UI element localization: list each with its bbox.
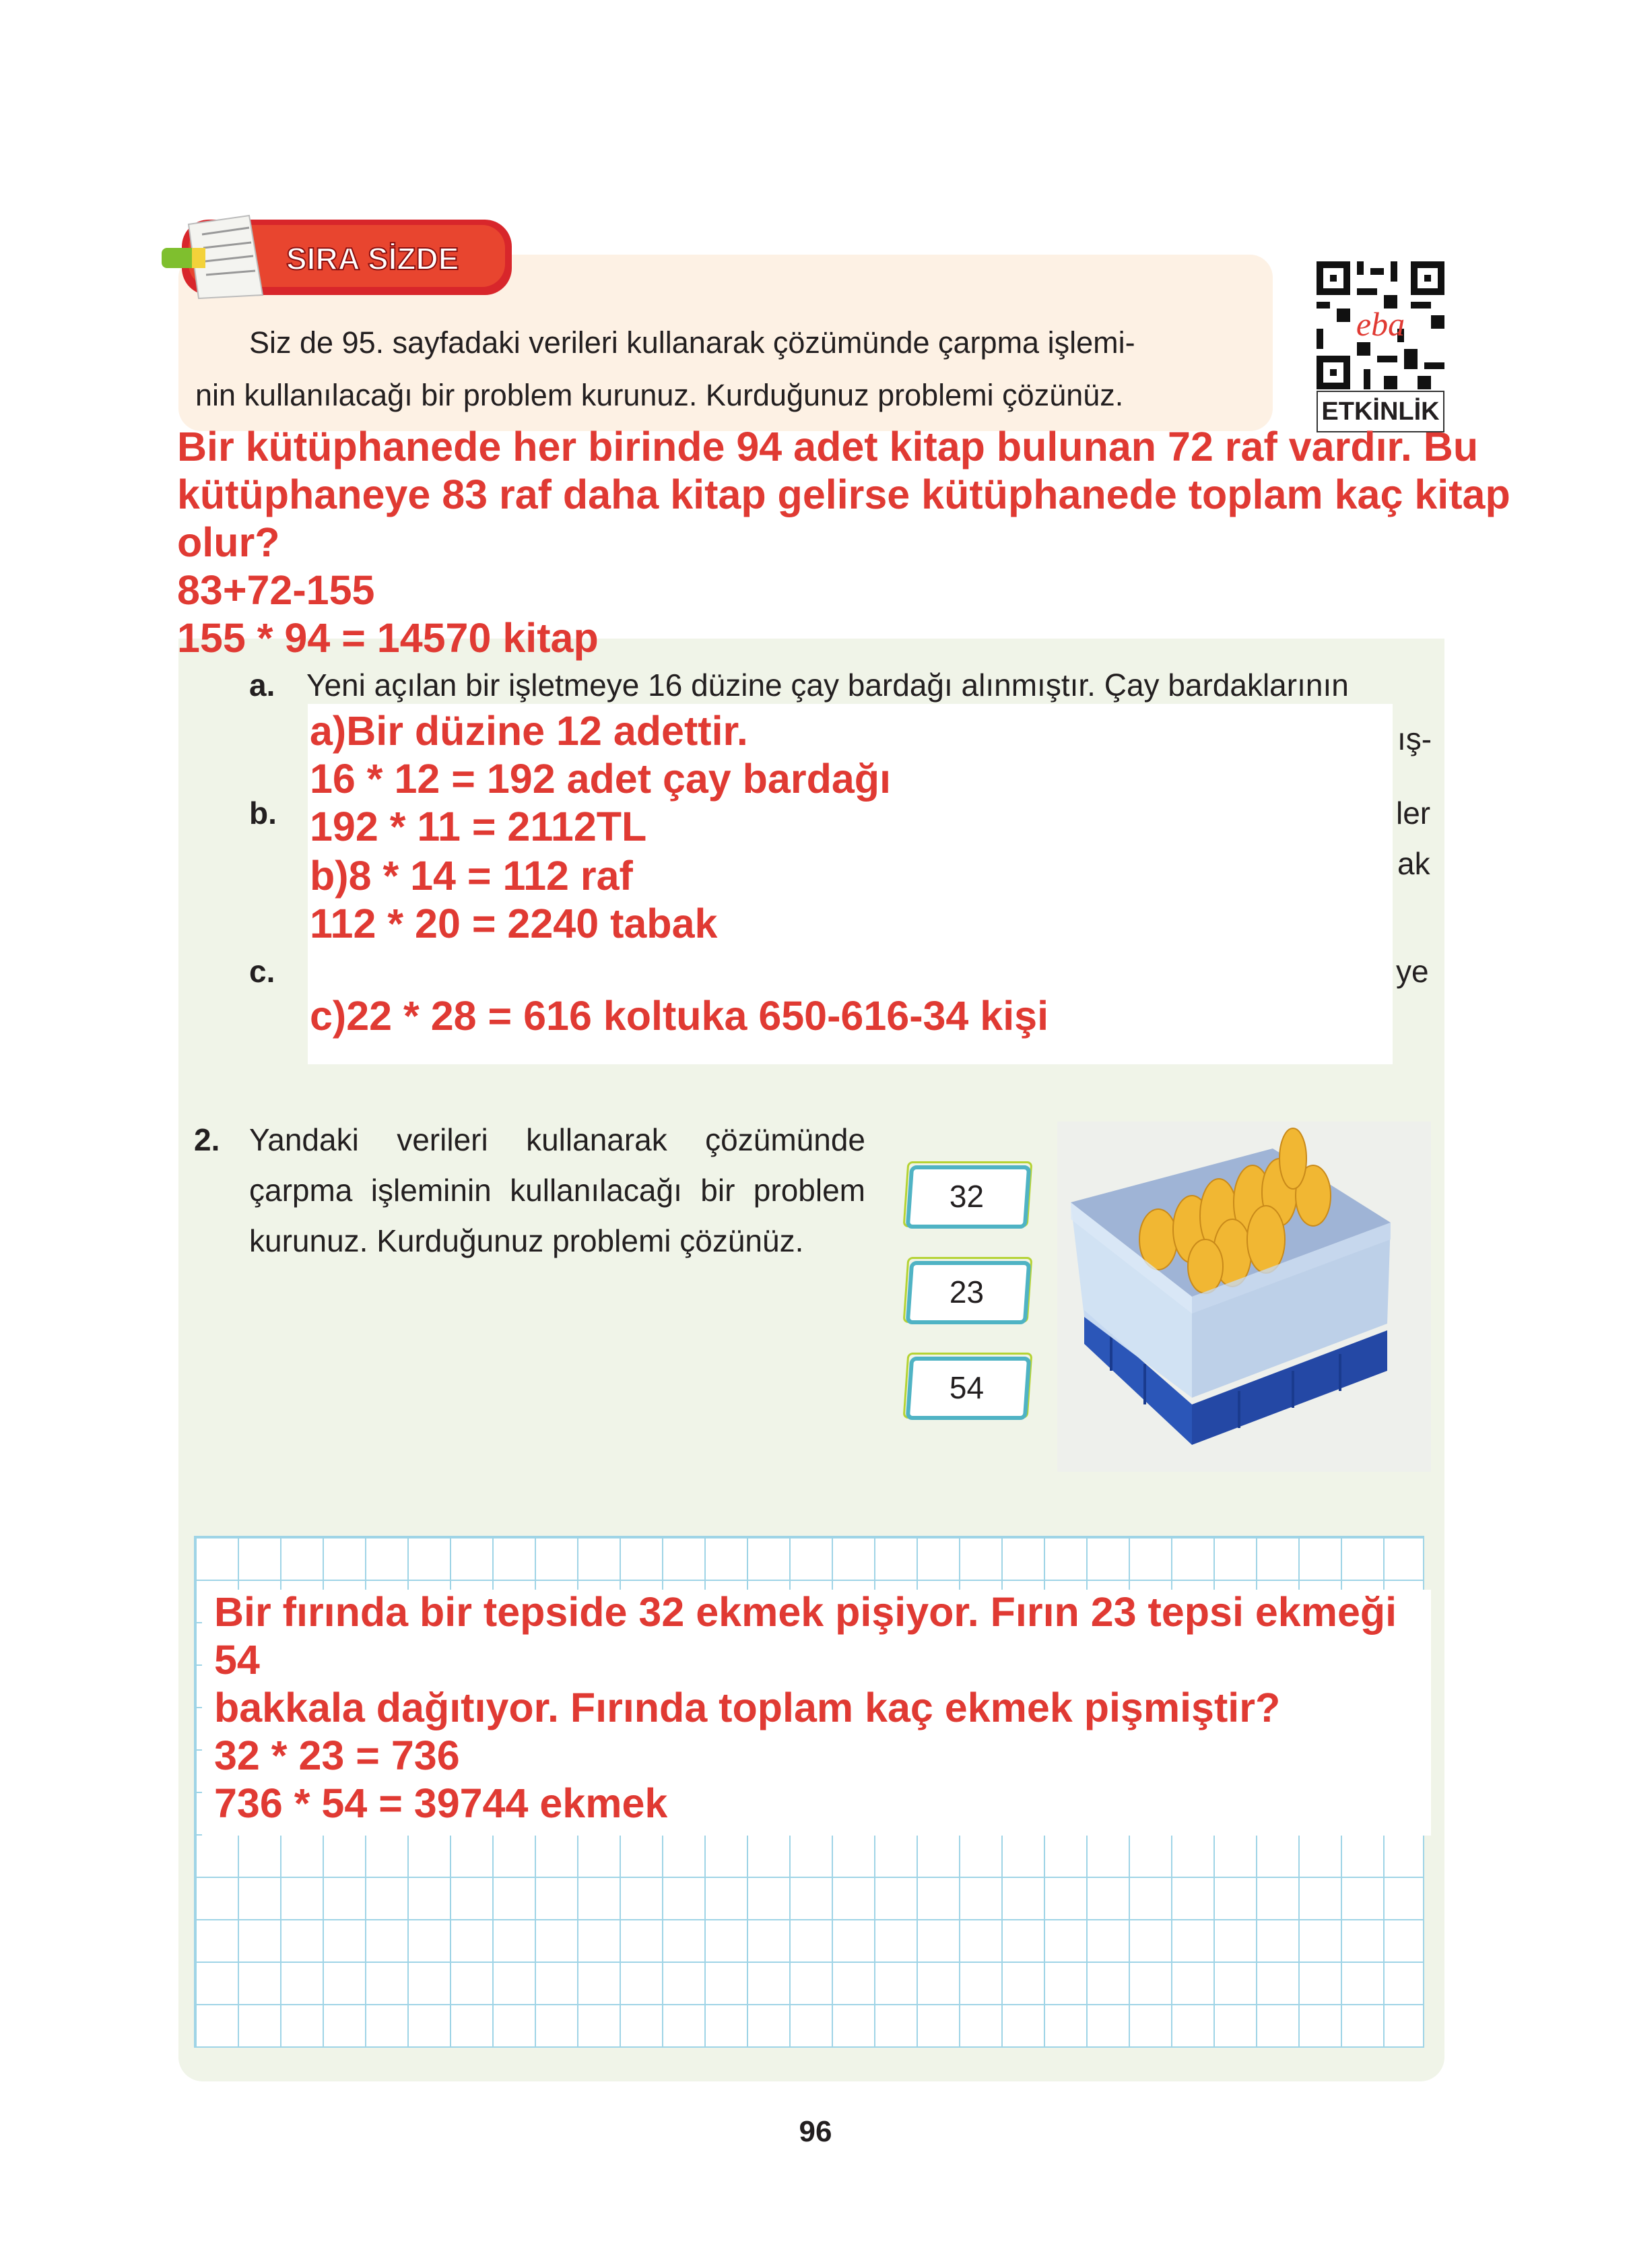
question-2-number: 2. [194, 1122, 220, 1157]
page-number: 96 [799, 2115, 832, 2148]
number-card-value: 32 [949, 1179, 985, 1214]
answer-line: c)22 * 28 = 616 koltuka 650-616-34 kişi [310, 993, 1049, 1039]
answer-line: 736 * 54 = 39744 ekmek [214, 1780, 668, 1826]
instruction-text [195, 317, 1259, 422]
number-card-value: 23 [949, 1274, 985, 1309]
answer-box-2 [202, 1590, 1431, 1836]
bread-crate-photo [1057, 1122, 1431, 1472]
answer-line: 54 [214, 1637, 260, 1683]
sira-sizde-badge [162, 214, 515, 300]
item-label-c: c. [249, 954, 275, 989]
svg-text:SIRA SİZDE: SIRA SİZDE [286, 241, 459, 276]
question-2-text: Yandaki verileri kullanarak çözümünde çarpma işleminin kullanılacağı bir problem kurunuz. Kurduğunuz problemi çözünüz. [249, 1122, 865, 1258]
answer-line: a)Bir düzine 12 adettir. [310, 708, 748, 754]
item-text-fragment: ler [1396, 796, 1431, 831]
answer-line: 155 * 94 = 14570 kitap [177, 615, 599, 661]
answer-line: 16 * 12 = 192 adet çay bardağı [310, 756, 891, 802]
answer-line: Bir kütüphanede her birinde 94 adet kitap bulunan 72 raf vardır. Bu [177, 424, 1479, 469]
answer-line: 192 * 11 = 2112TL [310, 804, 647, 849]
answer-line: 83+72-155 [177, 567, 375, 613]
number-card [908, 1165, 1029, 1226]
item-text-fragment: ış- [1397, 721, 1432, 756]
number-card [908, 1357, 1029, 1417]
number-card-value: 54 [949, 1370, 985, 1405]
instruction-line-1: Siz de 95. sayfadaki verileri kullanarak çözümünde çarpma işlemi- [249, 325, 1135, 360]
answer-line: bakkala dağıtıyor. Fırında toplam kaç ekmek pişmiştir? [214, 1685, 1281, 1730]
answer-top [177, 423, 1618, 662]
item-text-fragment: ak [1397, 846, 1430, 881]
answer-line: kütüphaneye 83 raf daha kitap gelirse kütüphanede toplam kaç kitap [177, 472, 1510, 517]
item-label-b: b. [249, 796, 277, 831]
instruction-line-2: nin kullanılacağı bir problem kurunuz. Kurduğunuz problemi çözünüz. [195, 378, 1124, 412]
number-card [908, 1261, 1029, 1322]
item-text-fragment: ye [1396, 954, 1429, 989]
answer-line: Bir fırında bir tepside 32 ekmek pişiyor. Fırın 23 tepsi ekmeği [214, 1590, 1397, 1635]
answer-line: olur? [177, 519, 280, 565]
answer-line: 32 * 23 = 736 [214, 1732, 460, 1778]
item-label-a: a. [249, 668, 275, 703]
answer-line: b)8 * 14 = 112 raf [310, 853, 633, 899]
etkinlik-label: ETKİNLİK [1317, 391, 1444, 432]
svg-text:eba: eba [1356, 305, 1405, 343]
answer-line: 112 * 20 = 2240 tabak [310, 901, 718, 946]
item-text-a: Yeni açılan bir işletmeye 16 düzine çay bardağı alınmıştır. Çay bardaklarının [306, 668, 1349, 703]
qr-code-icon[interactable] [1317, 261, 1444, 389]
